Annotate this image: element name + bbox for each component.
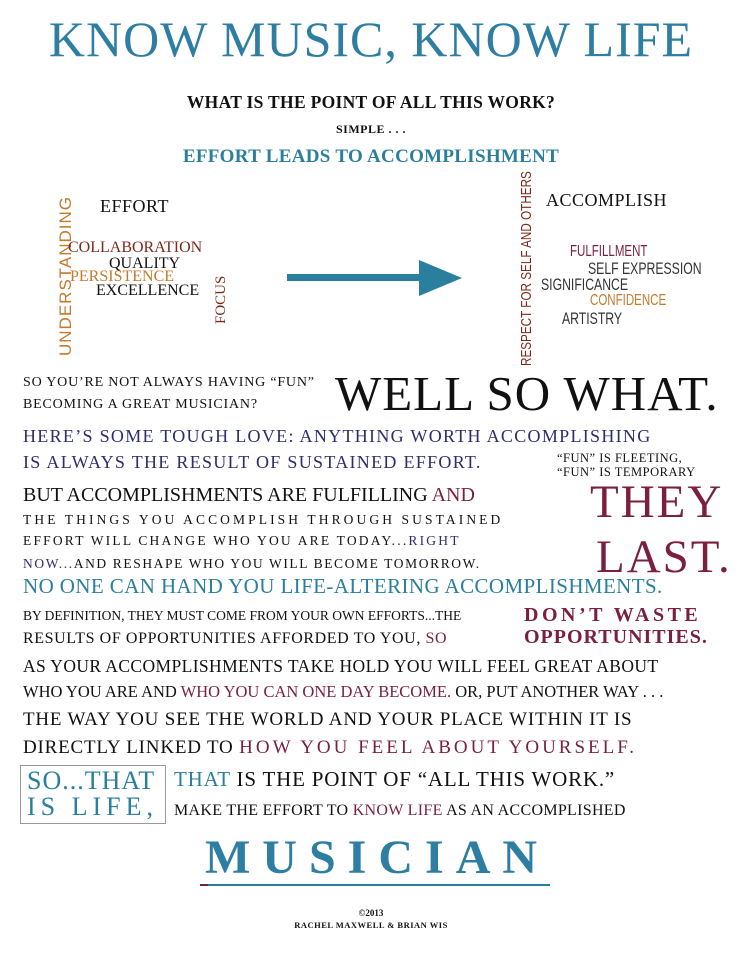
text-things-line2 — [23, 533, 461, 549]
text-directly: DIRECTLY LINKED TO — [23, 737, 240, 758]
text-how-you-feel: HOW YOU FEEL ABOUT YOURSELF. — [239, 737, 638, 758]
word-respect: RESPECT FOR SELF AND OTHERS — [518, 171, 535, 366]
musician-underline-accent — [200, 884, 208, 886]
word-persistence: PERSISTENCE — [70, 268, 175, 285]
text-that-is-the-point — [174, 767, 615, 792]
word-significance: SIGNIFICANCE — [541, 275, 629, 294]
accomplish-heading: ACCOMPLISH — [546, 190, 668, 210]
word-excellence: EXCELLENCE — [96, 282, 200, 299]
text-things-line3 — [23, 556, 481, 572]
text-results — [23, 630, 447, 648]
text-who-you-are-a: WHO YOU ARE AND — [23, 682, 181, 701]
subtitle-question: WHAT IS THE POINT OF ALL THIS WORK? — [186, 92, 556, 112]
text-as-your-accomplishments: AS YOUR ACCOMPLISHMENTS TAKE HOLD YOU WILL FEEL GREAT ABOUT — [23, 656, 659, 676]
text-accomplishments-fulfilling — [23, 484, 475, 507]
text-who-you-can-become: WHO YOU CAN ONE DAY BECOME. — [180, 682, 452, 701]
text-but-accomplishments: BUT ACCOMPLISHMENTS ARE FULFILLING — [23, 484, 428, 506]
text-and: AND — [427, 484, 475, 506]
text-they: THEY — [590, 476, 724, 528]
arrow-right-icon — [287, 260, 462, 296]
text-fun-line1: SO YOU’RE NOT ALWAYS HAVING “FUN” — [23, 375, 315, 390]
word-understanding: UNDERSTANDING — [56, 195, 75, 356]
word-focus: FOCUS — [213, 275, 229, 324]
text-no-one: NO ONE CAN HAND YOU LIFE-ALTERING ACCOMPLISHMENTS. — [23, 574, 663, 598]
text-that: THAT — [174, 767, 231, 791]
poster-title: KNOW MUSIC, KNOW LIFE — [48, 11, 694, 67]
subtitle-simple: SIMPLE . . . — [335, 122, 406, 136]
text-musician: MUSICIAN — [205, 831, 550, 884]
text-last: LAST. — [596, 531, 732, 583]
effort-heading: EFFORT — [100, 196, 169, 216]
text-so: SO — [420, 630, 448, 647]
text-right: RIGHT — [408, 533, 461, 548]
text-now: NOW... — [23, 556, 74, 571]
text-tough-love-line1: HERE’S SOME TOUGH LOVE: ANYTHING WORTH ACCOMPLISHING — [23, 426, 652, 446]
word-confidence: CONFIDENCE — [590, 292, 667, 309]
text-fun-temporary: “FUN” IS TEMPORARY — [557, 465, 696, 479]
text-tough-love-line2: IS ALWAYS THE RESULT OF SUSTAINED EFFORT. — [23, 452, 482, 472]
word-collaboration: COLLABORATION — [68, 239, 203, 256]
footer-copyright: ©2013 — [358, 908, 384, 918]
text-make-the-effort — [174, 802, 626, 820]
musician-underline — [200, 884, 550, 886]
text-or-put: OR, PUT ANOTHER WAY . . . — [451, 682, 664, 701]
text-fun-line2: BECOMING A GREAT MUSICIAN? — [23, 397, 258, 412]
text-is-the-point: IS THE POINT OF “ALL THIS WORK.” — [230, 767, 616, 791]
text-as-accomplished: AS AN ACCOMPLISHED — [442, 802, 626, 819]
text-is-life: IS LIFE, — [27, 792, 158, 821]
text-directly-linked — [23, 737, 637, 759]
word-self-expression: SELF EXPRESSION — [588, 259, 702, 278]
text-well-so-what: WELL SO WHAT. — [335, 366, 719, 421]
word-artistry: ARTISTRY — [562, 309, 623, 328]
text-by-definition: BY DEFINITION, THEY MUST COME FROM YOUR OWN EFFORTS...THE — [23, 608, 462, 623]
word-quality: QUALITY — [109, 255, 181, 272]
text-things-line3b: AND RESHAPE WHO YOU WILL BECOME TOMORROW. — [73, 556, 481, 571]
footer-authors: RACHEL MAXWELL & BRIAN WIS — [294, 920, 448, 930]
word-fulfillment: FULFILLMENT — [570, 243, 648, 260]
text-dont-waste: DON’T WASTE — [524, 604, 702, 626]
text-fun-fleeting: “FUN” IS FLEETING, — [557, 451, 683, 465]
subtitle-effort-leads: EFFORT LEADS TO ACCOMPLISHMENT — [182, 146, 560, 167]
text-who-you-are — [23, 682, 663, 702]
text-things-line2a: EFFORT WILL CHANGE WHO YOU ARE TODAY... — [23, 533, 409, 548]
text-things-line1: THE THINGS YOU ACCOMPLISH THROUGH SUSTAINED — [23, 512, 504, 527]
text-the-way: THE WAY YOU SEE THE WORLD AND YOUR PLACE WITHIN IT IS — [23, 709, 633, 730]
text-know-life: KNOW LIFE — [352, 802, 443, 819]
text-results-main: RESULTS OF OPPORTUNITIES AFFORDED TO YOU, — [23, 630, 421, 647]
text-so-that: SO...THAT — [27, 766, 156, 795]
text-opportunities: OPPORTUNITIES. — [524, 626, 708, 648]
text-make-effort: MAKE THE EFFORT TO — [174, 802, 353, 819]
